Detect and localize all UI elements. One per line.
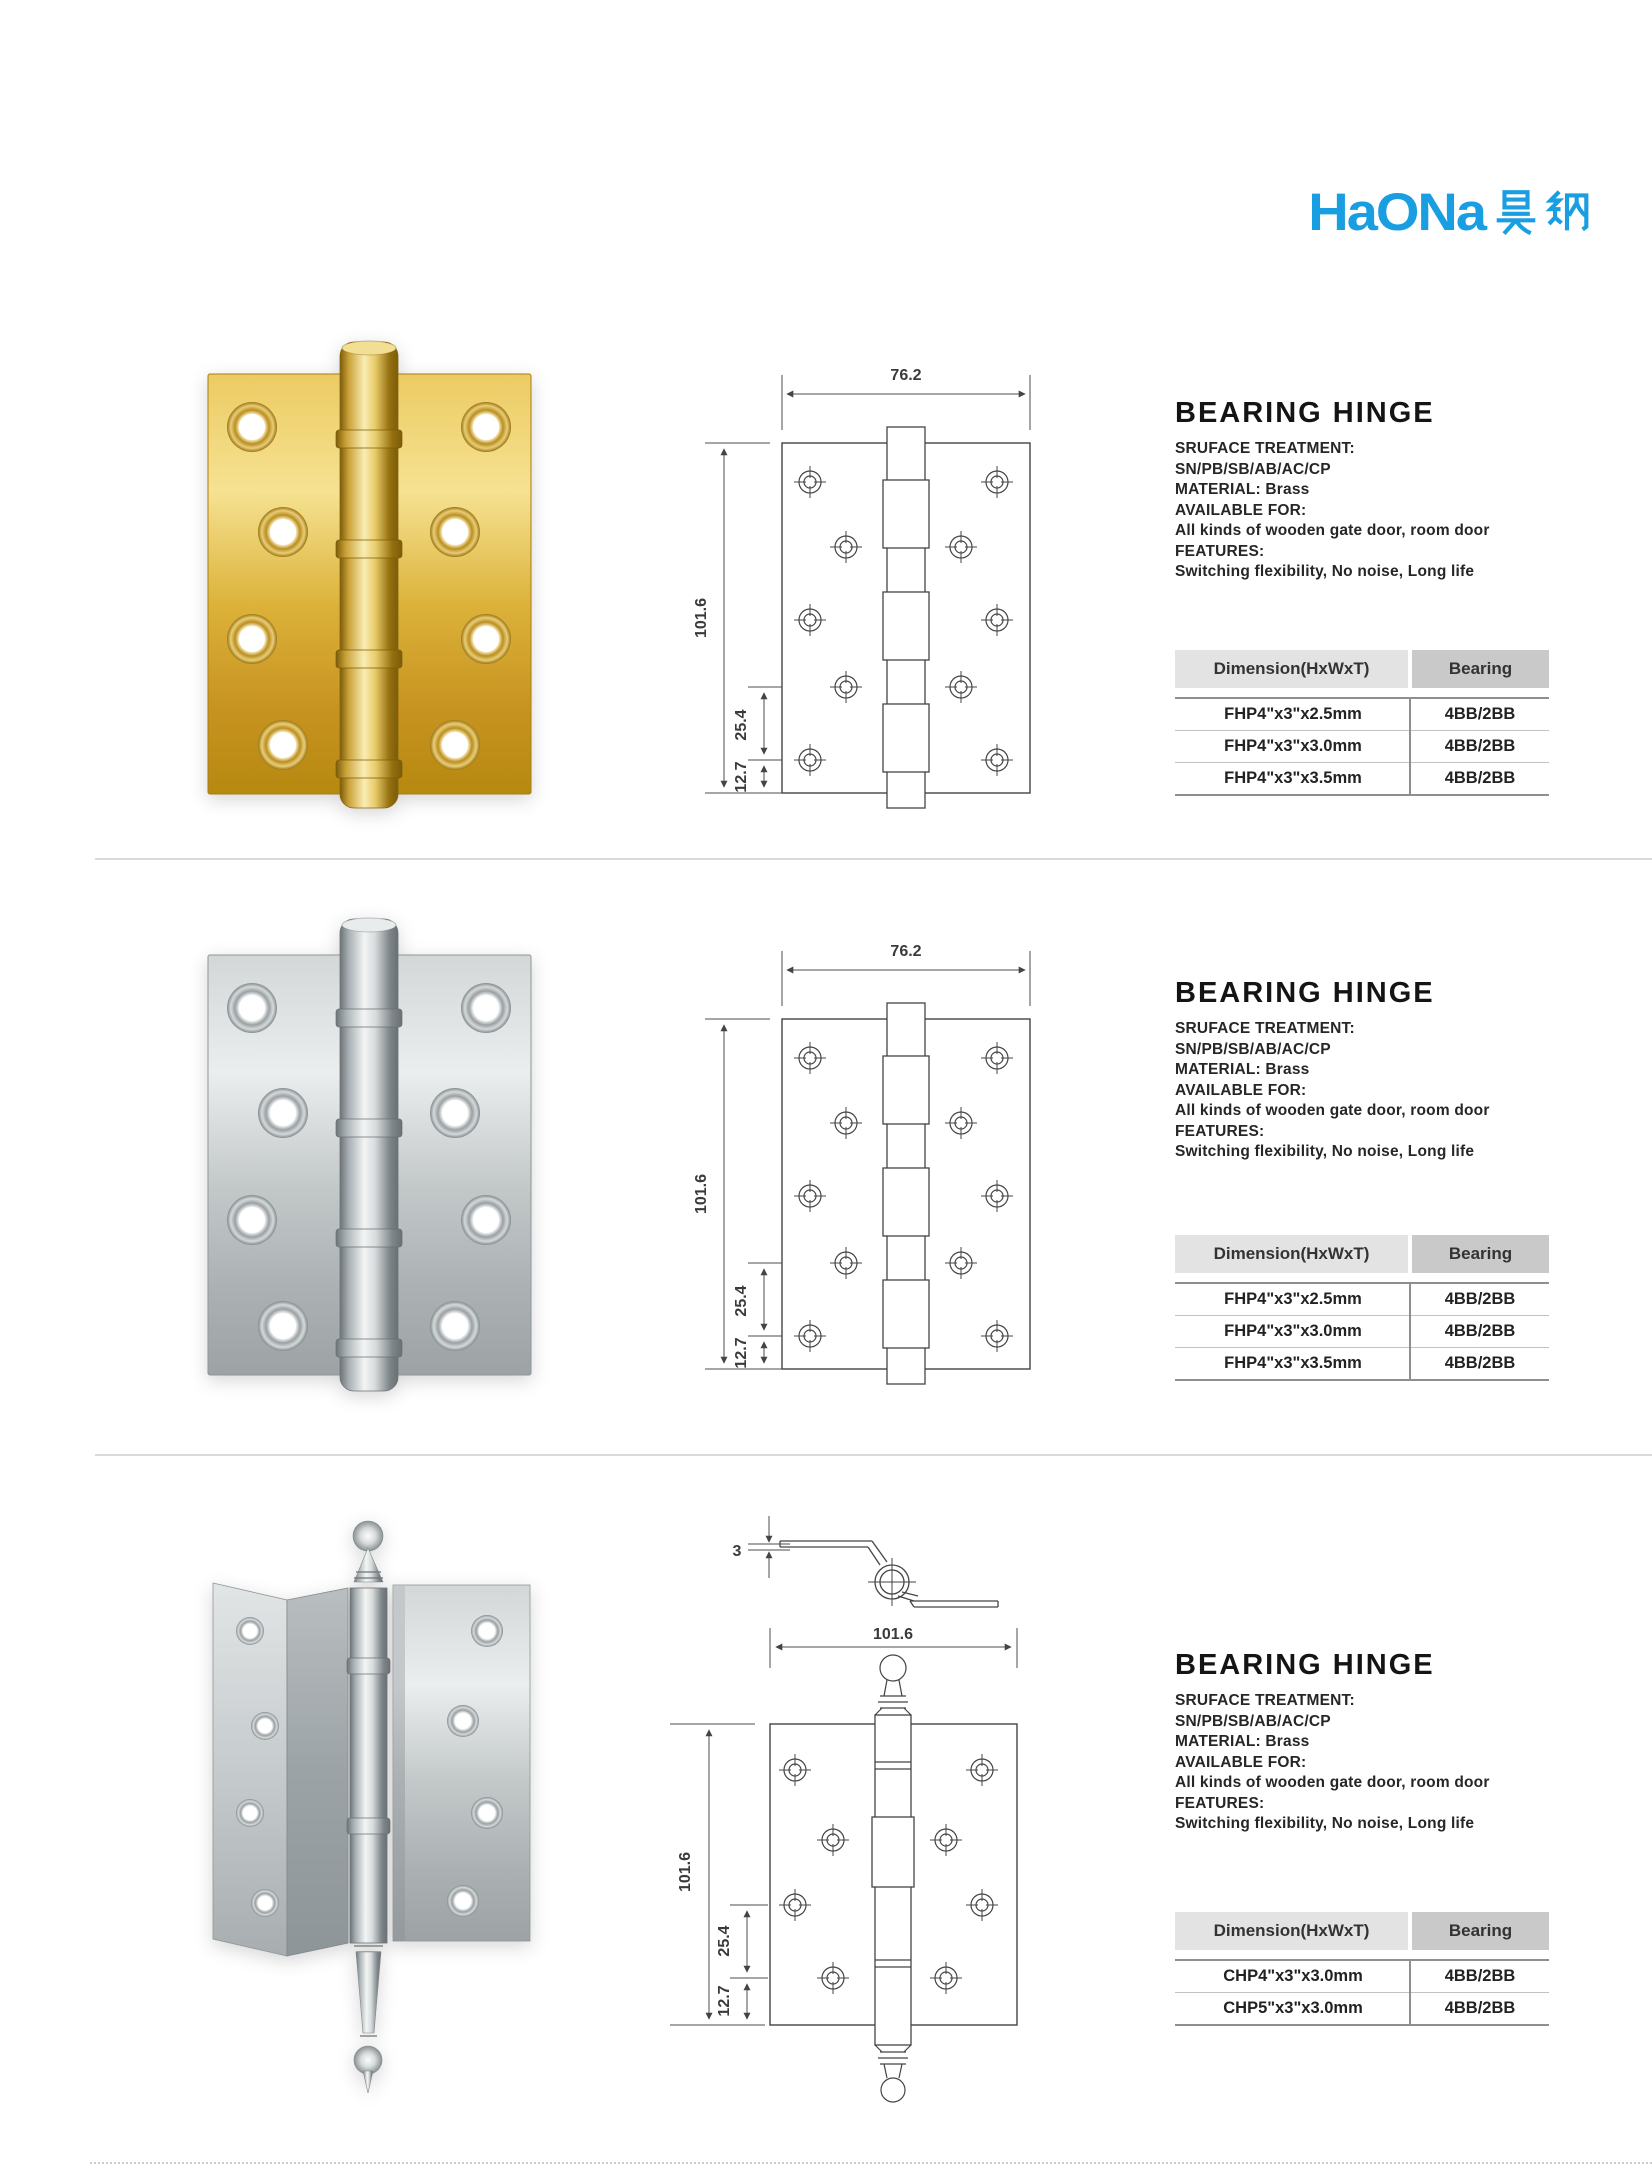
logo-cjk-char-na: [1544, 189, 1590, 235]
dim-label-top-width: 101.6: [872, 1626, 914, 1643]
table-row: [1175, 1348, 1549, 1379]
table-row: [1175, 1961, 1549, 1993]
table-row: [1175, 1993, 1549, 2024]
spec-line: FEATURES:: [1175, 1794, 1265, 1812]
crank-profile: [780, 1541, 998, 1607]
hinge-barrel: [883, 427, 929, 808]
cell-dimension: CHP4"x3"x3.0mm: [1223, 1967, 1363, 1985]
table-column-divider: [1409, 1961, 1411, 2024]
spec-line: AVAILABLE FOR:: [1175, 501, 1307, 519]
spec-line: SRUFACE TREATMENT:: [1175, 440, 1355, 457]
dim-label-pitch: 25.4: [733, 1285, 750, 1317]
cell-dimension: FHP4"x3"x2.5mm: [1224, 1290, 1362, 1308]
table-header-row: [1175, 1235, 1549, 1273]
cell-dimension: FHP4"x3"x3.0mm: [1224, 1322, 1362, 1340]
spec-list: [1175, 1691, 1567, 1835]
product-title: BEARING HINGE: [1175, 1649, 1435, 1681]
dimension-pitch: [748, 1263, 782, 1336]
spec-line: All kinds of wooden gate door, room door: [1175, 1774, 1490, 1791]
cell-dimension: CHP5"x3"x3.0mm: [1223, 1999, 1363, 2017]
dimension-pitch: [730, 1905, 768, 1978]
logo-cjk-char-hao: [1493, 189, 1539, 235]
table-header-dimension: Dimension(HxWxT): [1175, 1235, 1408, 1273]
spec-line: SRUFACE TREATMENT:: [1175, 1692, 1355, 1709]
spec-line: MATERIAL: Brass: [1175, 1733, 1310, 1750]
table-header-dimension: Dimension(HxWxT): [1175, 650, 1408, 688]
product-info-3: [1175, 1649, 1567, 1835]
spec-line: All kinds of wooden gate door, room door: [1175, 1102, 1490, 1119]
logo-cjk-text: [1493, 189, 1590, 235]
left-leaf-face: [287, 1588, 348, 1956]
dim-label-height: 101.6: [677, 1851, 694, 1893]
cell-bearing: 4BB/2BB: [1444, 1999, 1516, 2017]
spec-line: FEATURES:: [1175, 1122, 1265, 1140]
cell-bearing: 4BB/2BB: [1444, 705, 1516, 723]
dim-label-edge: 12.7: [733, 1337, 750, 1369]
table-header-row: [1175, 650, 1549, 688]
product-info-1: [1175, 397, 1567, 583]
technical-drawing-butt-hinge-1: [660, 330, 1120, 830]
spec-line: SRUFACE TREATMENT:: [1175, 1020, 1355, 1037]
product-photo-crank-hinge: [150, 1488, 570, 2133]
spec-table-2: [1175, 1235, 1549, 1381]
cell-dimension: FHP4"x3"x3.5mm: [1224, 769, 1362, 787]
spec-line: Switching flexibility, No noise, Long life: [1175, 1815, 1475, 1832]
spec-line: FEATURES:: [1175, 542, 1265, 560]
table-row: [1175, 1284, 1549, 1316]
spec-list: [1175, 439, 1567, 583]
spec-line: Switching flexibility, No noise, Long life: [1175, 563, 1475, 580]
product-title: BEARING HINGE: [1175, 397, 1435, 429]
table-body: [1175, 1959, 1549, 2026]
cell-bearing: 4BB/2BB: [1444, 1290, 1516, 1308]
spec-list: [1175, 1019, 1567, 1163]
top-finial-outline: [875, 1655, 911, 1715]
table-row: [1175, 1316, 1549, 1348]
product-title: BEARING HINGE: [1175, 977, 1435, 1009]
spec-line: SN/PB/SB/AB/AC/CP: [1175, 1712, 1331, 1730]
cell-bearing: 4BB/2BB: [1444, 769, 1516, 787]
hinge-barrel: [872, 1715, 914, 2045]
table-body: [1175, 1282, 1549, 1381]
technical-drawing-crank-hinge: [640, 1500, 1100, 2166]
table-header-bearing: Bearing: [1412, 1912, 1549, 1950]
technical-drawing-butt-hinge-2: [660, 906, 1120, 1406]
section-divider: [95, 1454, 1652, 1456]
bottom-finial: [354, 1946, 383, 2093]
cell-dimension: FHP4"x3"x3.5mm: [1224, 1354, 1362, 1372]
dim-label-height: 101.6: [693, 597, 710, 639]
spec-line: MATERIAL: Brass: [1175, 1061, 1310, 1078]
spec-line: MATERIAL: Brass: [1175, 481, 1310, 498]
spec-table-1: [1175, 650, 1549, 796]
cell-bearing: 4BB/2BB: [1444, 1967, 1516, 1985]
cell-bearing: 4BB/2BB: [1444, 737, 1516, 755]
dim-label-width: 76.2: [890, 943, 922, 960]
spec-line: Switching flexibility, No noise, Long life: [1175, 1143, 1475, 1160]
product-info-2: [1175, 977, 1567, 1163]
table-row: [1175, 699, 1549, 731]
spec-line: SN/PB/SB/AB/AC/CP: [1175, 460, 1331, 478]
dim-label-pitch: 25.4: [733, 709, 750, 741]
spec-line: AVAILABLE FOR:: [1175, 1753, 1307, 1771]
dimension-pitch: [748, 687, 782, 760]
table-row: [1175, 763, 1549, 794]
table-header-dimension: Dimension(HxWxT): [1175, 1912, 1408, 1950]
table-row: [1175, 731, 1549, 763]
product-photo-brass-hinge: [140, 312, 590, 837]
top-finial: [353, 1521, 383, 1582]
cell-bearing: 4BB/2BB: [1444, 1354, 1516, 1372]
product-photo-steel-hinge: [140, 893, 590, 1423]
right-leaf-fold-shade: [393, 1585, 405, 1941]
cell-bearing: 4BB/2BB: [1444, 1322, 1516, 1340]
dim-label-height: 101.6: [693, 1173, 710, 1215]
bottom-finial-outline: [875, 2045, 911, 2102]
table-header-bearing: Bearing: [1412, 1235, 1549, 1273]
spec-line: All kinds of wooden gate door, room door: [1175, 522, 1490, 539]
logo: [1308, 181, 1590, 242]
logo-latin-text: HaONa: [1308, 181, 1485, 242]
table-column-divider: [1409, 699, 1411, 794]
dim-label-pitch: 25.4: [716, 1925, 733, 1957]
table-column-divider: [1409, 1284, 1411, 1379]
cell-dimension: FHP4"x3"x3.0mm: [1224, 737, 1362, 755]
dim-label-edge: 12.7: [733, 761, 750, 793]
dim-label-edge: 12.7: [716, 1985, 733, 2017]
dim-label-thickness: 3: [732, 1543, 742, 1560]
spec-line: AVAILABLE FOR:: [1175, 1081, 1307, 1099]
table-body: [1175, 697, 1549, 796]
table-header-bearing: Bearing: [1412, 650, 1549, 688]
table-header-row: [1175, 1912, 1549, 1950]
hinge-barrel: [883, 1003, 929, 1384]
section-divider: [95, 858, 1652, 860]
spec-table-3: [1175, 1912, 1549, 2026]
spec-line: SN/PB/SB/AB/AC/CP: [1175, 1040, 1331, 1058]
barrel: [350, 1588, 387, 1943]
cell-dimension: FHP4"x3"x2.5mm: [1224, 705, 1362, 723]
dim-label-width: 76.2: [890, 367, 922, 384]
